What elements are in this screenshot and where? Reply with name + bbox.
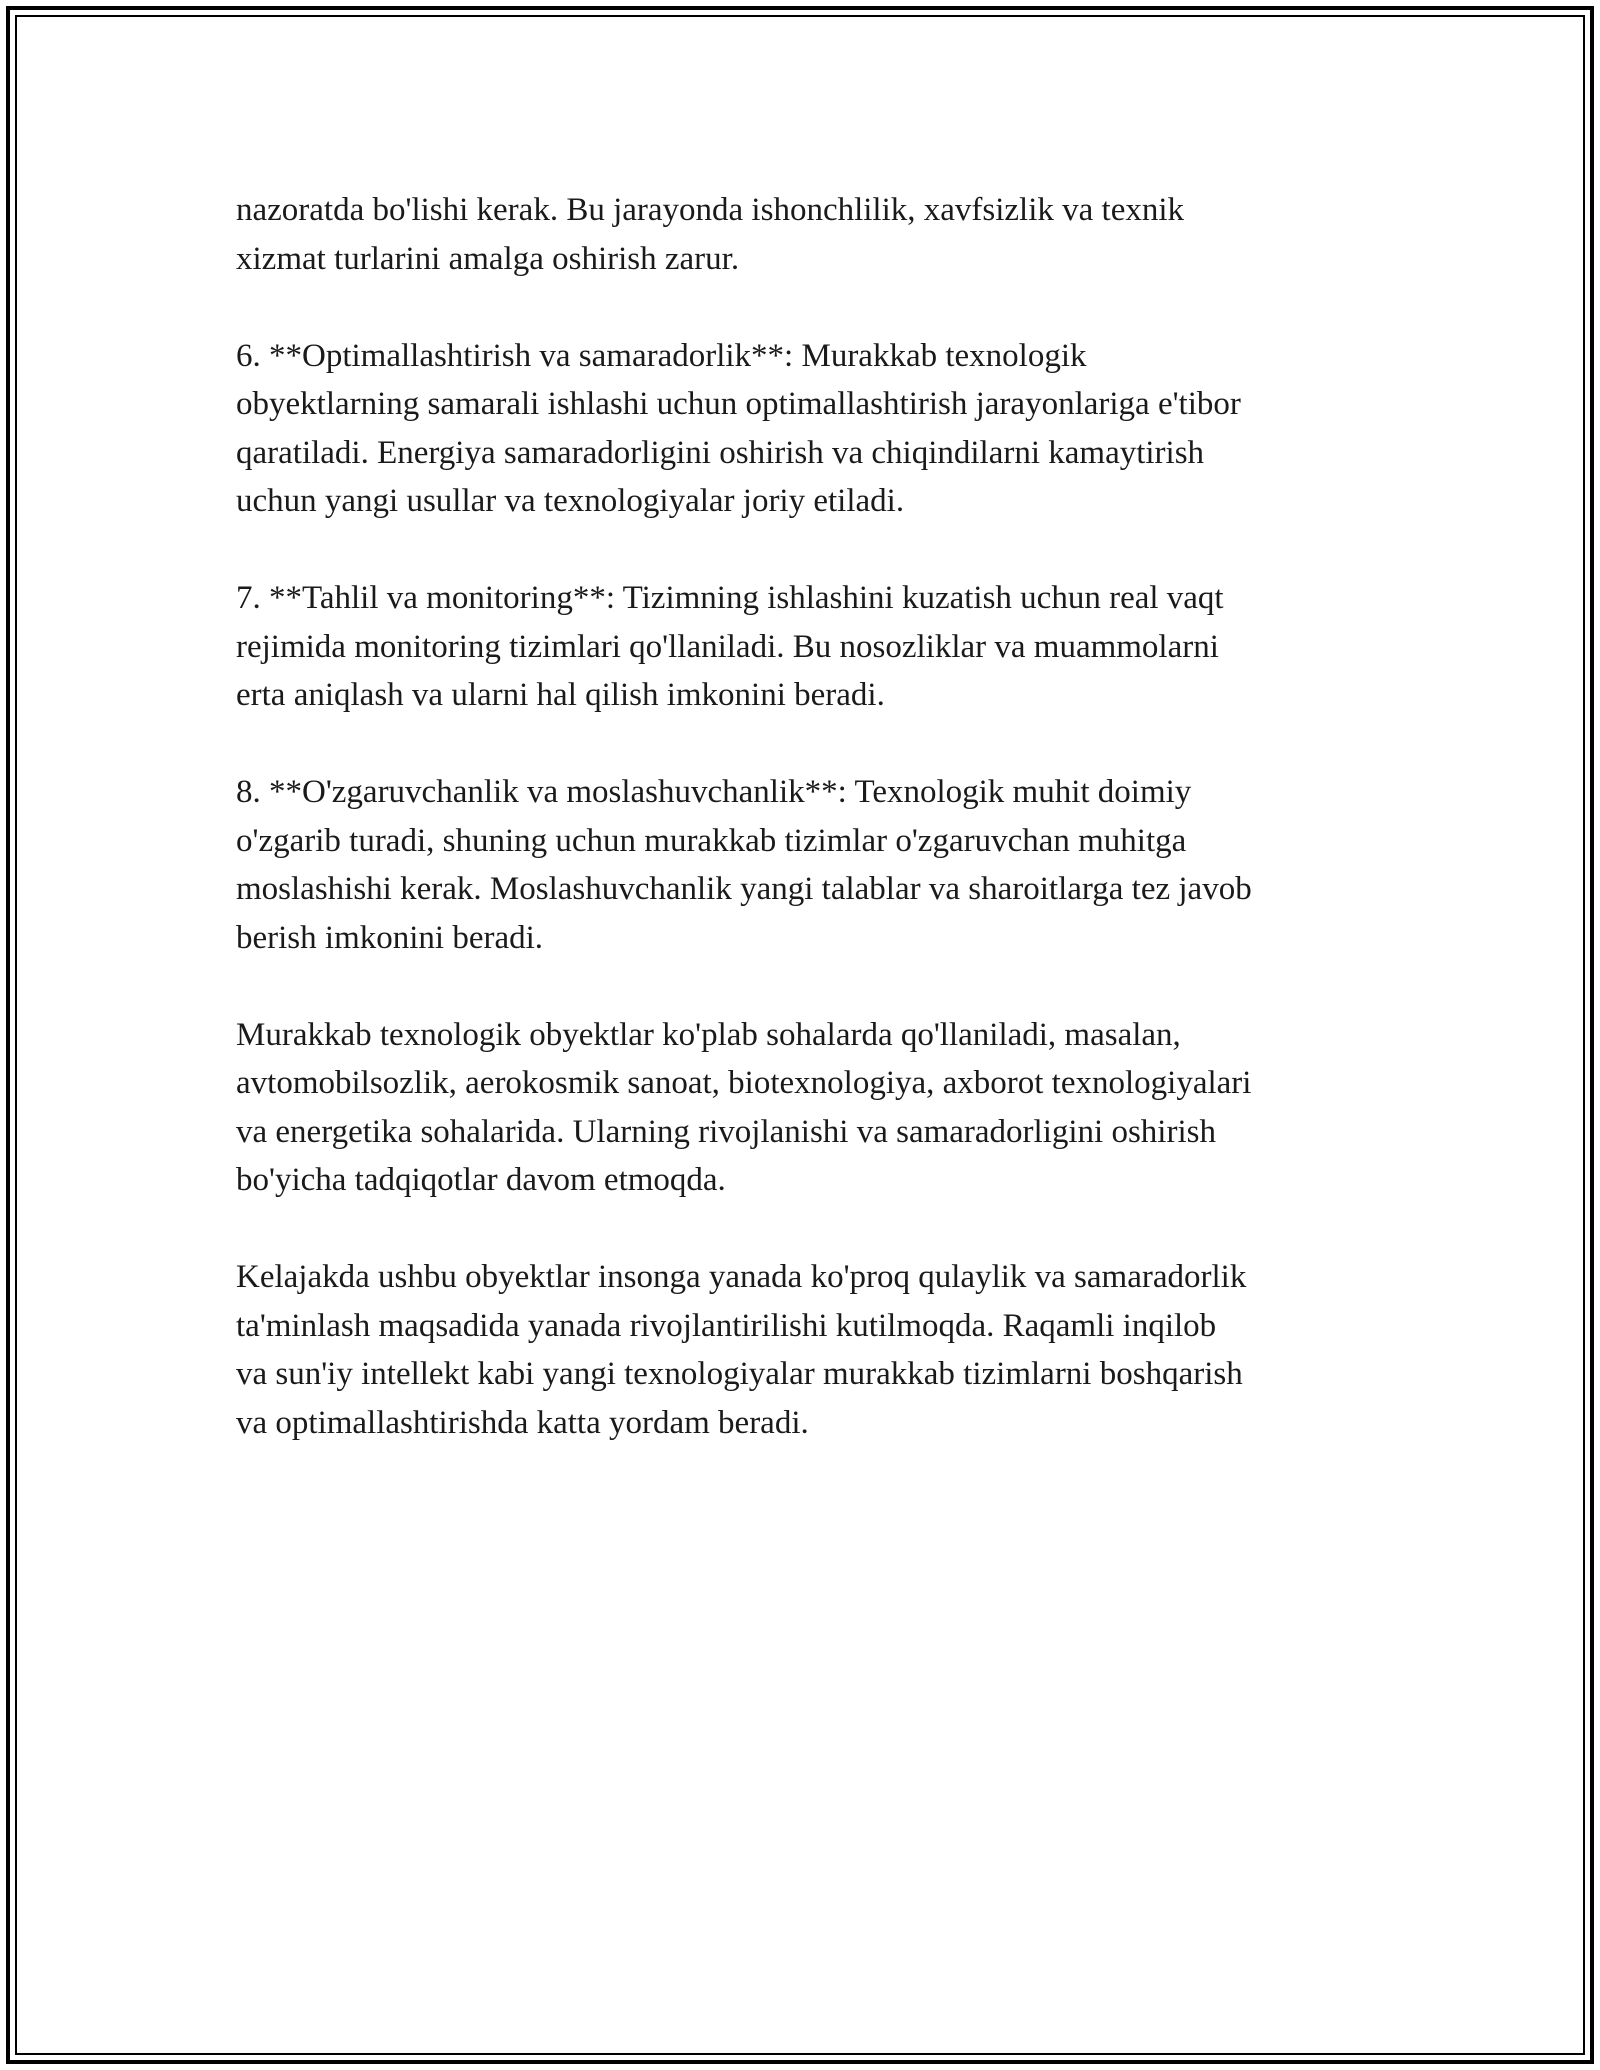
paragraph-future: Kelajakda ushbu obyektlar insonga yanada ko'proq qulaylik va samaradorlik ta'minlash maqsadida yanada rivojlantirilishi kutilmoqda. Raqamli inqilob va sun'iy intellekt kabi yangi texnologiyalar murakkab tizimlarni boshqarish va optimallashtirishda katta yordam beradi. [236,1259,1247,1441]
paragraph-item-7: 7. **Tahlil va monitoring**: Tizimning ishlashini kuzatish uchun real vaqt rejimida monitoring tizimlari qo'llaniladi. Bu nosozliklar va muammolarni erta aniqlash va ularni hal qilish imkonini beradi. [236,580,1224,713]
paragraph-continuation: nazoratda bo'lishi kerak. Bu jarayonda ishonchlilik, xavfsizlik va texnik xizmat turlarini amalga oshirish zarur. [236,192,1185,277]
paragraph-item-8: 8. **O'zgaruvchanlik va moslashuvchanlik**: Texnologik muhit doimiy o'zgarib turadi, shuning uchun murakkab tizimlar o'zgaruvchan muhitga moslashishi kerak. Moslashuvchanlik yangi talablar va sharoitlarga tez javob berish imkonini beradi. [236,774,1252,956]
document-body [236,186,1376,1496]
paragraph-item-6: 6. **Optimallashtirish va samaradorlik**: Murakkab texnologik obyektlarning samarali ishlashi uchun optimallashtirish jarayonlariga e'tibor qaratiladi. Energiya samaradorligini oshirish va chiqindilarni kamaytirish uchun yangi usullar va texnologiyalar joriy etiladi. [236,337,1241,519]
paragraph-applications: Murakkab texnologik obyektlar ko'plab sohalarda qo'llaniladi, masalan, avtomobilsozlik, aerokosmik sanoat, biotexnologiya, axborot texnologiyalari va energetika sohalarida. Ularning rivojlanishi va samaradorligini oshirish bo'yicha tadqiqotlar davom etmoqda. [236,1016,1252,1198]
